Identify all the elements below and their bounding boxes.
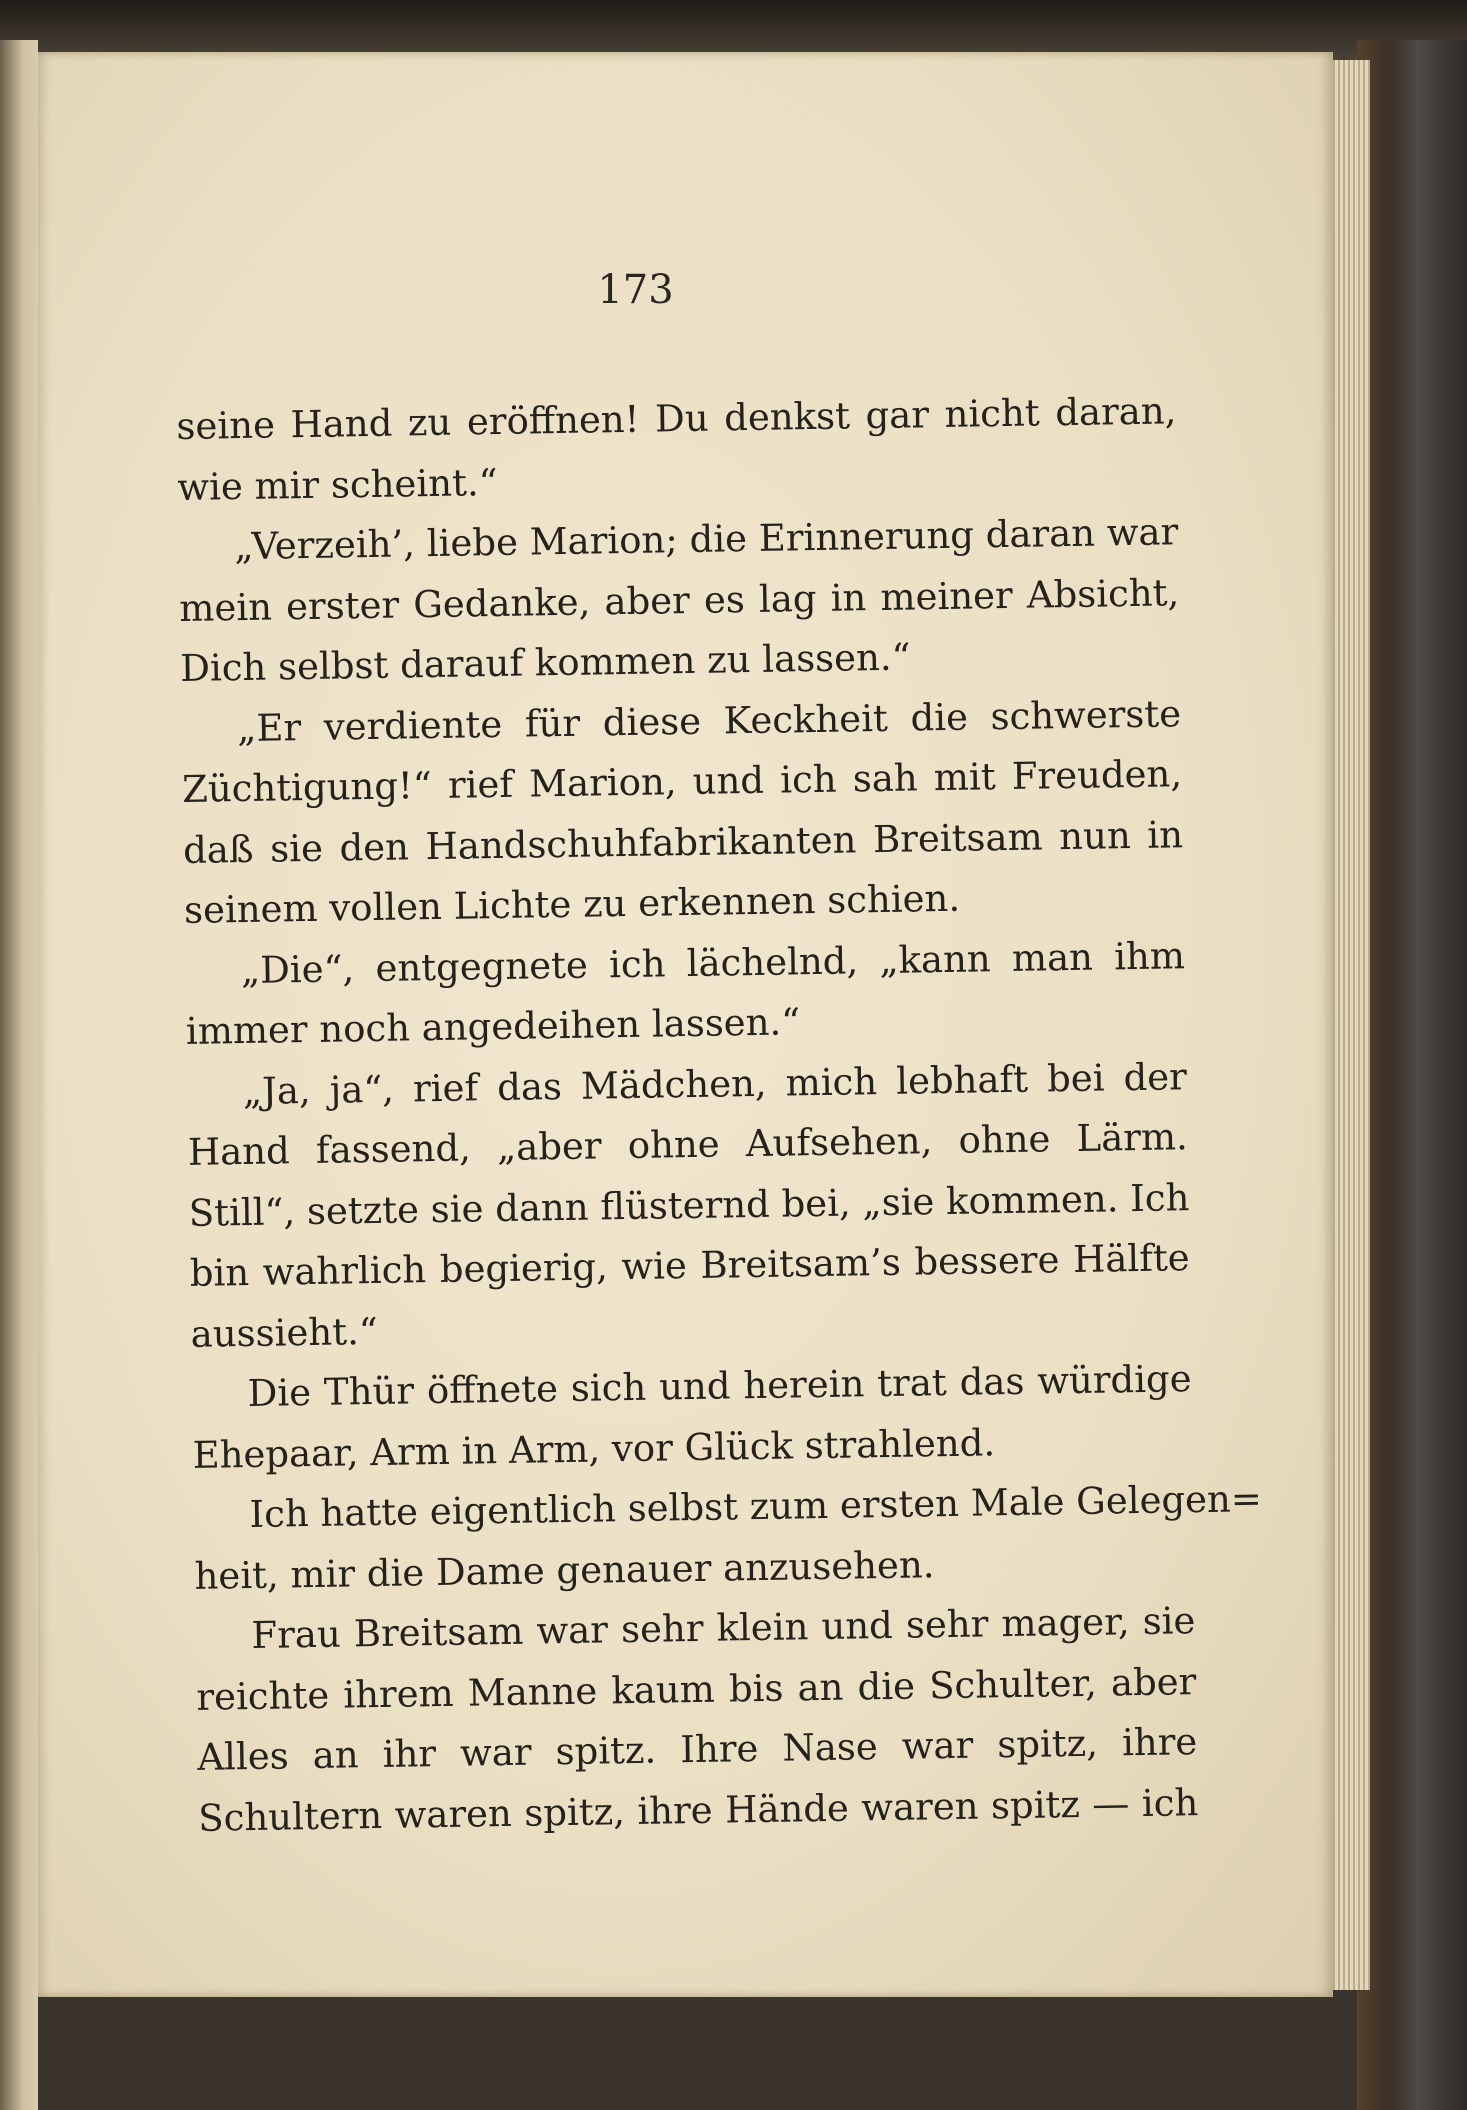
page-number: 173	[597, 267, 674, 313]
book-cover-edge	[1357, 40, 1467, 2110]
text-line: „Verzeih’, liebe Marion; die Erinnerung daran war	[234, 510, 1179, 569]
previous-page-edge	[0, 40, 38, 2110]
text-line: aussieht.“	[190, 1309, 379, 1356]
text-line: Schultern waren spitz, ihre Hände waren spitz — ich	[197, 1780, 1199, 1840]
text-line: wie mir scheint.“	[177, 460, 498, 509]
text-line: „Er verdiente für diese Keckheit die schwerste	[236, 691, 1182, 750]
page-text	[176, 381, 1263, 1849]
text-line: Dich selbst darauf kommen zu lassen.“	[179, 635, 911, 690]
text-line: reichte ihrem Manne kaum bis an die Schulter, aber	[196, 1659, 1197, 1719]
text-line: Ehepaar, Arm in Arm, vor Glück strahlend.	[192, 1420, 996, 1477]
book-page	[38, 52, 1333, 1997]
text-line: Frau Breitsam war sehr klein und sehr mager, sie	[251, 1599, 1196, 1657]
text-line: mein erster Gedanke, aber es lag in meiner Absicht,	[178, 570, 1180, 630]
text-line: Die Thür öffnete sich und herein trat das würdige	[247, 1357, 1192, 1415]
text-line: Hand fassend, „aber ohne Aufsehen, ohne Lärm.	[187, 1115, 1189, 1174]
text-line: seinem vollen Lichte zu erkennen schien.	[183, 876, 961, 932]
text-line: Alles an ihr war spitz. Ihre Nase war spitz, ihre	[197, 1720, 1198, 1779]
text-line: seine Hand zu eröffnen! Du denkst gar nicht daran,	[176, 389, 1177, 448]
page-stack-edges	[1330, 60, 1370, 1990]
text-line: „Ja, ja“, rief das Mädchen, mich lebhaft bei der	[242, 1054, 1188, 1113]
text-line: „Die“, entgegnete ich lächelnd, „kann man ihm	[240, 933, 1186, 992]
text-line: Züchtigung!“ rief Marion, und ich sah mit Freuden,	[181, 752, 1183, 811]
text-line: heit, mir die Dame genauer anzusehen.	[194, 1542, 935, 1598]
scan-top-edge	[0, 0, 1467, 60]
text-line: Still“, setzte sie dann flüsternd bei, „sie kommen. Ich	[188, 1175, 1190, 1235]
text-line: Ich hatte eigentlich selbst zum ersten Male Gelegen=	[249, 1477, 1263, 1536]
text-line: daß sie den Handschuhfabrikanten Breitsam nun in	[182, 812, 1184, 872]
text-line: bin wahrlich begierig, wie Breitsam’s bessere Hälfte	[189, 1236, 1190, 1295]
text-line: immer noch angedeihen lassen.“	[185, 1000, 801, 1053]
